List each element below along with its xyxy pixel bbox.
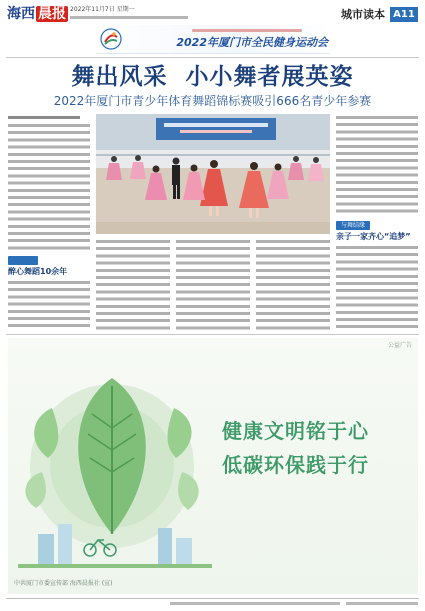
dance-photo-icon [96,114,330,234]
article-subheadline: 2022年厦门市青少年体育舞蹈锦标赛吸引666名青少年参赛 [53,94,372,108]
article-text-column [336,116,418,216]
public-service-ad [8,338,418,594]
event-banner [96,25,330,54]
dance-photo [96,114,330,234]
article-text-column [336,246,418,331]
article-text-column [96,240,170,331]
article-text-column [8,124,90,252]
masthead-part1: 海西 [7,6,35,22]
sidebar-left-heading: 醉心舞蹈10余年 [8,267,68,276]
article-headline: 舞出风采 小小舞者展英姿 [71,64,354,90]
banner-tagline-line [192,29,302,32]
section-tag-right: 与舞结缘 [336,221,370,230]
article-byline [8,116,80,119]
page-number-badge: A11 [390,7,418,22]
ad-label: 公益广告 [387,342,412,349]
editor-credits-line [70,16,188,19]
ad-credit: 中共厦门市委宣传部 海西晨报社 (宣) [14,580,113,587]
footer-divider [6,598,419,599]
masthead-logo [7,5,68,23]
banner-title: 2022年厦门市全民健身运动会 [176,36,328,49]
footer-contact-line [346,602,418,605]
footer-publisher-line [170,602,340,605]
article-text-column [176,240,250,331]
section-tag-left [8,256,38,265]
masthead-part2: 晨报 [38,6,66,22]
ad-divider [6,334,419,335]
ad-slogan-line1: 健康文明铭于心 [222,419,369,443]
ad-slogan-line2: 低碳环保践于行 [222,453,369,477]
article-text-column [256,240,330,331]
section-name: 城市读本 [341,8,385,21]
eco-illustration-icon [8,338,220,594]
article-text-column [8,281,90,331]
sidebar-right-heading: 亲子一家齐心“追梦” [336,232,411,241]
header-divider [6,57,419,58]
sports-meet-logo-icon [100,28,122,50]
issue-date: 2022年11月7日 星期一 [70,6,135,13]
